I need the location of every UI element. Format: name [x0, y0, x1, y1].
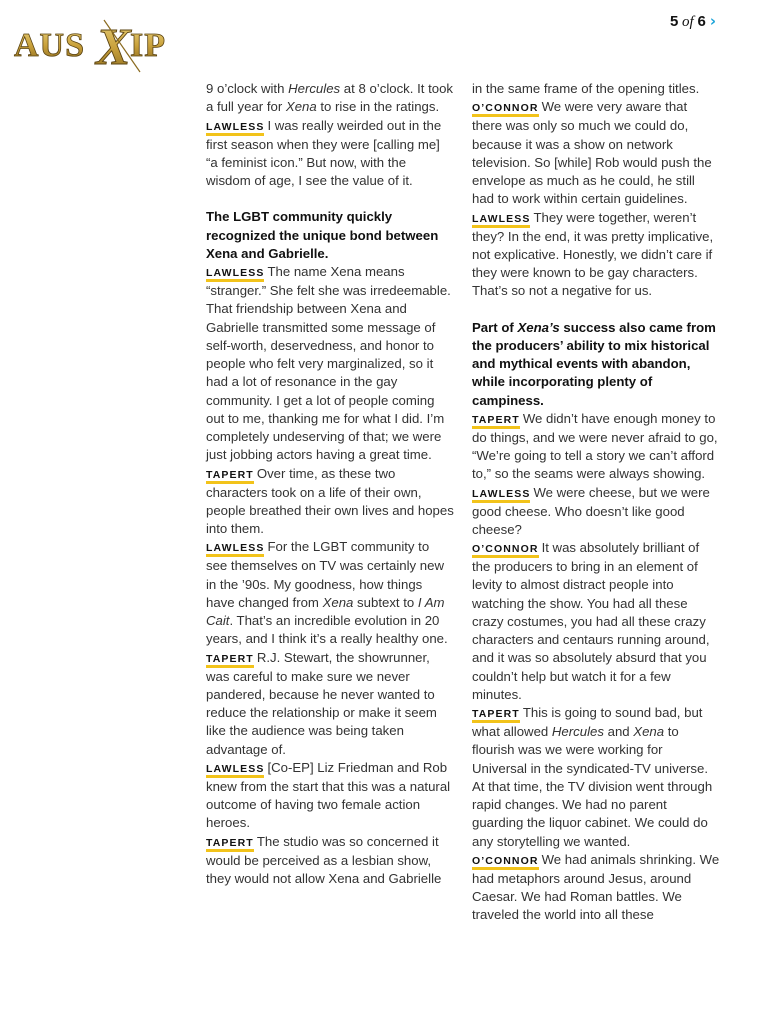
italic-title: Xena: [285, 99, 317, 115]
text-run: . That’s an incredible evolution in 20 years, and I think it’s a really healthy one.: [206, 613, 448, 647]
text-run: R.J. Stewart, the showrunner, was careful to make sure we never pandered, because he never wanted to reduce the relationship or make it seem like the audience was being taken advantage of.: [206, 649, 437, 757]
speaker-label: TAPERT: [206, 653, 254, 668]
interview-answer: [472, 851, 720, 925]
text-run: For the LGBT community to see themselves on TV was certainly new in the ’90s. My goodness, how things have changed from: [206, 539, 444, 610]
speaker-label: O’CONNOR: [472, 855, 539, 870]
italic-title: Xena: [633, 724, 665, 739]
italic-title: Xena’s: [517, 319, 560, 335]
text-run: to flourish was we were working for Universal in the syndicated-TV universe. At that time, the TV division went through rapid changes. We had no parent guarding the liquor cabinet. We could do any storytelling we wanted.: [472, 724, 713, 849]
page-indicator: [670, 12, 716, 31]
interview-answer: [206, 649, 454, 759]
article-column-left: [206, 80, 454, 888]
text-run: We didn’t have enough money to do things, and we were never afraid to go, “We’re going to tell a story we can’t afford to,” so the seams were always showing.: [472, 410, 718, 482]
interview-answer: [206, 833, 454, 889]
speaker-label: LAWLESS: [206, 121, 264, 136]
interview-answer: [472, 209, 720, 301]
body-text: [472, 80, 720, 98]
interview-answer: [472, 410, 720, 484]
ausxip-logo[interactable]: [12, 14, 172, 76]
interview-question: [472, 319, 720, 410]
body-text: [206, 80, 454, 117]
text-run: in the same frame of the opening titles.: [472, 81, 700, 96]
interview-answer: [472, 484, 720, 540]
interview-answer: [206, 117, 454, 191]
speaker-label: LAWLESS: [206, 763, 264, 778]
speaker-label: TAPERT: [206, 469, 254, 484]
text-run: They were together, weren’t they? In the end, it was pretty implicative, not explicative. Honestly, we didn’t care if they were known to be gay characters. That’s so not a negative for us.: [472, 209, 714, 299]
italic-title: Xena: [322, 594, 354, 610]
interview-answer: [206, 759, 454, 833]
text-run: I was really weirded out in the first season when they were [calling me] “a feminist icon.” But now, with the wisdom of age, I see the value of it.: [206, 117, 442, 188]
logo-letters-right: IP: [130, 27, 166, 64]
text-run: Part of: [472, 319, 518, 335]
interview-answer: [206, 465, 454, 539]
text-run: subtext to: [353, 594, 418, 610]
text-run: The studio was so concerned it would be perceived as a lesbian show, they would not allow Xena and Gabrielle: [206, 833, 442, 886]
text-run: to rise in the ratings.: [316, 99, 440, 115]
text-run: It was absolutely brilliant of the producers to bring in an element of levity to almost distract people into watching the show. You had all these crazy costumes, you had all these crazy characters and centaurs running around, and it was so absolutely absurd that you couldn’t help but watch it for a few minutes.: [472, 540, 710, 702]
interview-answer: [206, 538, 454, 648]
speaker-label: TAPERT: [472, 414, 520, 429]
interview-question: [206, 208, 454, 263]
next-page-chevron-icon[interactable]: ›: [709, 12, 716, 30]
page-total: 6: [697, 13, 706, 30]
text-run: We were cheese, but we were good cheese. Who doesn’t like good cheese?: [472, 484, 710, 537]
text-run: at 8 o’clock. It took a full year for: [206, 81, 454, 115]
speaker-label: O’CONNOR: [472, 543, 539, 558]
article-column-right: [472, 80, 720, 925]
logo-letters-left: AUS: [14, 27, 86, 64]
text-run: We had animals shrinking. We had metaphors around Jesus, around Caesar. We had Roman battles. We traveled the world into all these: [472, 851, 720, 923]
speaker-label: TAPERT: [472, 708, 520, 723]
text-run: [Co-EP] Liz Friedman and Rob knew from the start that this was a natural outcome of having two female action heroes.: [206, 759, 451, 831]
text-run: success also came from the producers’ ability to mix historical and mythical events with abandon, while incorporating plenty of campiness.: [472, 319, 716, 408]
speaker-label: LAWLESS: [206, 542, 264, 557]
text-run: The name Xena means “stranger.” She felt she was irredeemable. That friendship between Xena and Gabrielle transmitted some message of self-worth, deservedness, and honor to people who felt very marginalized, so it had a lot of resonance in the gay community. I get a lot of people coming out to me, thanking me for what I did. I’m completely undeserving of that; we were just jobbing actors having a great time.: [206, 264, 451, 463]
interview-answer: [472, 98, 720, 208]
speaker-label: LAWLESS: [206, 267, 264, 282]
text-run: We were very aware that there was only so much we could do, because it was a show on network television. So [while] Rob would push the envelope as much as he could, he still had to work within certain guidelines.: [472, 99, 712, 207]
italic-title: Hercules: [551, 724, 604, 739]
logo-letter-x: X: [96, 19, 131, 76]
text-run: and: [603, 724, 634, 739]
speaker-label: O’CONNOR: [472, 102, 539, 117]
text-run: 9 o’clock with: [206, 81, 289, 96]
speaker-label: LAWLESS: [472, 488, 530, 503]
text-run: Over time, as these two characters took on a life of their own, people breathed their own lives and hopes into them.: [206, 465, 454, 536]
text-run: This is going to sound bad, but what allowed: [472, 705, 703, 739]
interview-answer: [472, 539, 720, 704]
speaker-label: LAWLESS: [472, 213, 530, 228]
interview-answer: [472, 704, 720, 851]
page-current: 5: [669, 13, 679, 30]
italic-title: I Am Cait: [206, 594, 445, 628]
page-of: of: [682, 14, 694, 30]
interview-answer: [206, 263, 454, 465]
speaker-label: TAPERT: [206, 837, 254, 852]
text-run: The LGBT community quickly recognized the unique bond between Xena and Gabrielle.: [206, 209, 439, 261]
italic-title: Hercules: [288, 81, 341, 96]
